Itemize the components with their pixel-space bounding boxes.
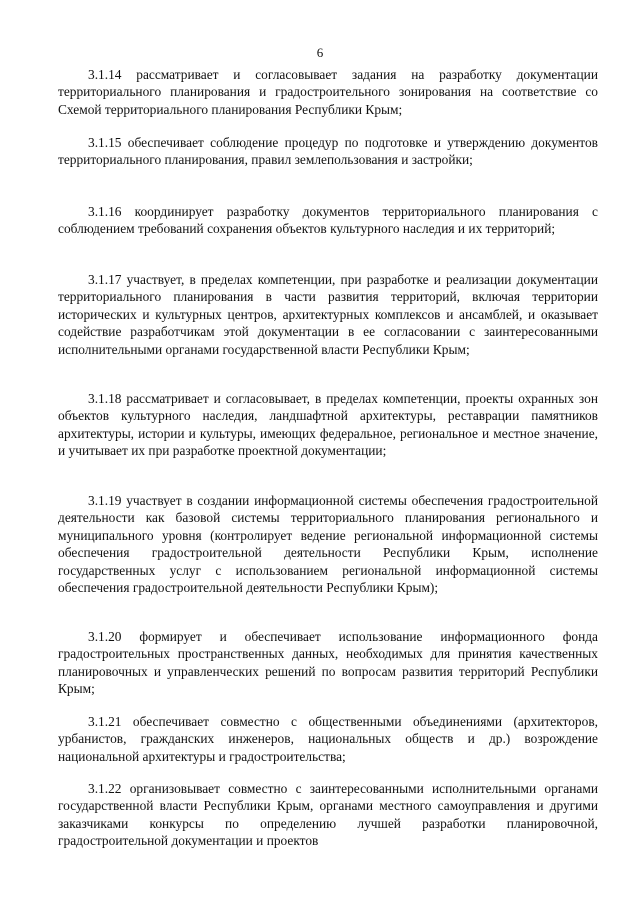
- clause-3-1-15: 3.1.15 обеспечивает соблюдение процедур по подготовке и утверждению документов территориального планирования, правил землепользования и застройки;: [58, 135, 598, 168]
- clause-3-1-14: 3.1.14 рассматривает и согласовывает задания на разработку документации территориального планирования и градостроительного зонирования на соответствие со Схемой территориального планирования Республики Крым;: [58, 67, 598, 117]
- clause-3-1-18: 3.1.18 рассматривает и согласовывает, в пределах компетенции, проекты охранных зон объектов культурного наследия, ландшафтной архитектуры, реставрации памятников архитектуры, истории и культуры, имеющих федеральное, региональное и местное значение, и учитывает их при разработке проектной документации;: [58, 391, 598, 459]
- clause-3-1-16: 3.1.16 координирует разработку документов территориального планирования с соблюдением требований сохранения объектов культурного наследия и их территорий;: [58, 204, 598, 237]
- clause-3-1-22: 3.1.22 организовывает совместно с заинтересованными исполнительными органами государственной власти Республики Крым, органами местного самоуправления и другими заказчиками конкурсы по определению лучшей разработки планировочной, градостроительной документации и проектов: [58, 781, 598, 849]
- clause-3-1-19: 3.1.19 участвует в создании информационной системы обеспечения градостроительной деятельности как базовой системы территориального планирования регионального и муниципального уровня (контролирует ведение региональной информационной системы обеспечения градостроительной деятельности Республики Крым, исполнение государственных услуг с использованием региональной информационной системы обеспечения градостроительной деятельности Республики Крым);: [58, 493, 598, 596]
- clause-3-1-17: 3.1.17 участвует, в пределах компетенции, при разработке и реализации документации территориального планирования в части развития территорий, включая территории исторических и культурных центров, архитектурных комплексов и ансамблей, и оказывает содействие разработчикам этой документации в ее согласовании с заинтересованными исполнительными органами государственной власти Республики Крым;: [58, 272, 598, 357]
- page-number: 6: [316, 45, 324, 60]
- clause-3-1-20: 3.1.20 формирует и обеспечивает использование информационного фонда градостроительных пространственных данных, необходимых для принятия качественных планировочных и управленческих решений по вопросам развития территорий Республики Крым;: [58, 629, 598, 697]
- clause-3-1-21: 3.1.21 обеспечивает совместно с общественными объединениями (архитекторов, урбанистов, гражданских инженеров, национальных обществ и др.) возрождение национальной архитектуры и градостроительства;: [58, 714, 598, 764]
